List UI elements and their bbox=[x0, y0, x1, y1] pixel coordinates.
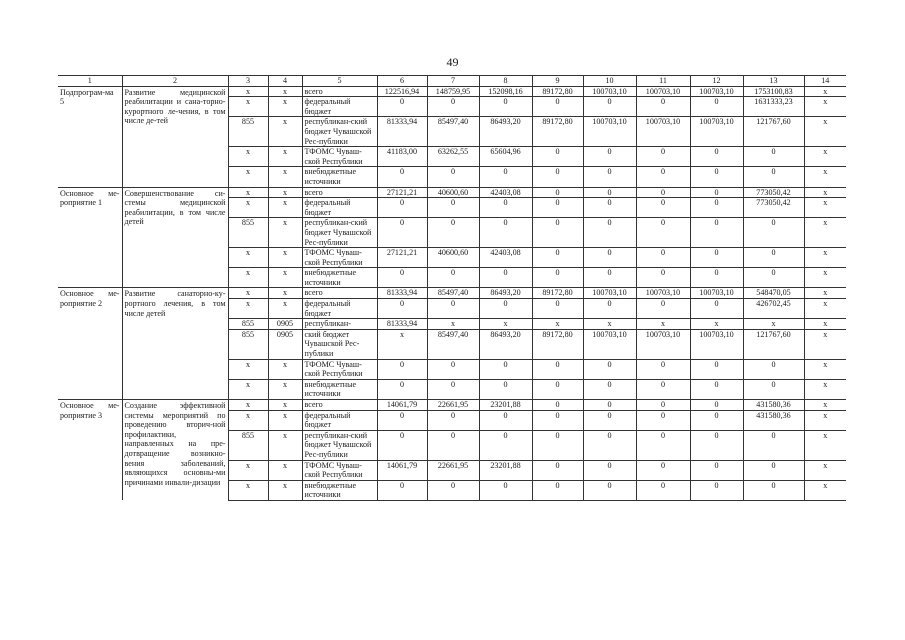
value-cell: 0 bbox=[636, 480, 690, 500]
table-row bbox=[58, 288, 846, 299]
funding-source-cell: внебюджетные источники bbox=[302, 167, 377, 187]
value-cell: x bbox=[804, 167, 846, 187]
value-cell: 0 bbox=[636, 299, 690, 319]
value-cell: 14061,79 bbox=[377, 400, 427, 411]
value-cell: 22661,95 bbox=[427, 460, 479, 480]
value-cell: x bbox=[532, 319, 583, 330]
code-cell: x bbox=[268, 359, 302, 379]
value-cell: 0 bbox=[377, 268, 427, 288]
value-cell: 81333,94 bbox=[377, 117, 427, 147]
code-cell: 855 bbox=[228, 430, 268, 460]
value-cell: 0 bbox=[583, 147, 636, 167]
code-cell: x bbox=[228, 480, 268, 500]
row-group-description: Развитие медицинской реабилитации и сана-торно-курортного ле-чения, в том числе де-тей bbox=[122, 86, 228, 187]
value-cell: 0 bbox=[479, 359, 532, 379]
value-cell: 23201,88 bbox=[479, 400, 532, 411]
value-cell: 100703,10 bbox=[636, 288, 690, 299]
funding-source-cell: внебюджетные источники bbox=[302, 268, 377, 288]
value-cell: x bbox=[804, 268, 846, 288]
value-cell: 100703,10 bbox=[583, 117, 636, 147]
value-cell: 100703,10 bbox=[690, 288, 743, 299]
funding-source-cell: ТФОМС Чуваш-ской Республики bbox=[302, 147, 377, 167]
value-cell: 14061,79 bbox=[377, 460, 427, 480]
value-cell: 27121,21 bbox=[377, 187, 427, 198]
value-cell: x bbox=[804, 288, 846, 299]
value-cell: 0 bbox=[583, 218, 636, 248]
header-cell: 5 bbox=[302, 76, 377, 87]
value-cell: 89172,80 bbox=[532, 86, 583, 97]
value-cell: 0 bbox=[690, 359, 743, 379]
page-number: 49 bbox=[446, 55, 459, 69]
value-cell: x bbox=[804, 379, 846, 399]
header-cell: 4 bbox=[268, 76, 302, 87]
value-cell: 0 bbox=[532, 248, 583, 268]
code-cell: x bbox=[228, 86, 268, 97]
value-cell: x bbox=[804, 400, 846, 411]
value-cell: 0 bbox=[743, 147, 804, 167]
value-cell: 85497,40 bbox=[427, 329, 479, 359]
value-cell: 86493,20 bbox=[479, 117, 532, 147]
value-cell: 0 bbox=[690, 268, 743, 288]
header-cell: 1 bbox=[58, 76, 122, 87]
value-cell: 1753100,83 bbox=[743, 86, 804, 97]
value-cell: 0 bbox=[583, 480, 636, 500]
value-cell: 0 bbox=[636, 400, 690, 411]
value-cell: 0 bbox=[479, 97, 532, 117]
value-cell: 85497,40 bbox=[427, 117, 479, 147]
value-cell: 100703,10 bbox=[690, 329, 743, 359]
value-cell: 65604,96 bbox=[479, 147, 532, 167]
value-cell: 0 bbox=[583, 97, 636, 117]
value-cell: 63262,55 bbox=[427, 147, 479, 167]
header-cell: 10 bbox=[583, 76, 636, 87]
row-group-title: Основное ме-роприятие 3 bbox=[58, 400, 122, 501]
value-cell: 0 bbox=[479, 268, 532, 288]
value-cell: 100703,10 bbox=[583, 86, 636, 97]
code-cell: x bbox=[268, 480, 302, 500]
table-row bbox=[58, 86, 846, 97]
value-cell: 0 bbox=[690, 460, 743, 480]
value-cell: 0 bbox=[583, 430, 636, 460]
code-cell: x bbox=[268, 117, 302, 147]
value-cell: 100703,10 bbox=[636, 86, 690, 97]
value-cell: 0 bbox=[743, 359, 804, 379]
code-cell: x bbox=[268, 299, 302, 319]
code-cell: x bbox=[268, 379, 302, 399]
funding-source-cell: ТФОМС Чуваш-ской Республики bbox=[302, 359, 377, 379]
value-cell: 0 bbox=[636, 167, 690, 187]
code-cell: x bbox=[268, 187, 302, 198]
value-cell: 0 bbox=[427, 268, 479, 288]
value-cell: 0 bbox=[583, 400, 636, 411]
value-cell: 86493,20 bbox=[479, 329, 532, 359]
row-group-title: Основное ме-роприятие 1 bbox=[58, 187, 122, 288]
value-cell: 1631333,23 bbox=[743, 97, 804, 117]
value-cell: x bbox=[427, 319, 479, 330]
value-cell: x bbox=[479, 319, 532, 330]
value-cell: 0 bbox=[583, 410, 636, 430]
value-cell: 0 bbox=[532, 147, 583, 167]
funding-source-cell: федеральный бюджет bbox=[302, 97, 377, 117]
value-cell: 426702,45 bbox=[743, 299, 804, 319]
funding-source-cell: всего bbox=[302, 187, 377, 198]
code-cell: x bbox=[228, 359, 268, 379]
funding-source-cell: всего bbox=[302, 86, 377, 97]
value-cell: 121767,60 bbox=[743, 329, 804, 359]
value-cell: 148759,95 bbox=[427, 86, 479, 97]
value-cell: 0 bbox=[427, 480, 479, 500]
code-cell: x bbox=[268, 248, 302, 268]
value-cell: 0 bbox=[532, 359, 583, 379]
value-cell: x bbox=[804, 329, 846, 359]
value-cell: x bbox=[804, 430, 846, 460]
code-cell: x bbox=[228, 460, 268, 480]
value-cell: 0 bbox=[690, 430, 743, 460]
value-cell: 0 bbox=[532, 218, 583, 248]
code-cell: x bbox=[228, 268, 268, 288]
code-cell: x bbox=[268, 460, 302, 480]
header-cell: 2 bbox=[122, 76, 228, 87]
value-cell: 89172,80 bbox=[532, 329, 583, 359]
funding-source-cell: федеральный бюджет bbox=[302, 198, 377, 218]
code-cell: x bbox=[228, 379, 268, 399]
value-cell: 0 bbox=[532, 268, 583, 288]
funding-source-cell: ТФОМС Чуваш-ской Республики bbox=[302, 248, 377, 268]
value-cell: x bbox=[636, 319, 690, 330]
value-cell: 0 bbox=[636, 198, 690, 218]
value-cell: 0 bbox=[479, 198, 532, 218]
value-cell: x bbox=[583, 319, 636, 330]
value-cell: x bbox=[804, 480, 846, 500]
value-cell: 40600,60 bbox=[427, 187, 479, 198]
funding-source-cell: республикан- bbox=[302, 319, 377, 330]
value-cell: 0 bbox=[532, 97, 583, 117]
value-cell: 0 bbox=[427, 299, 479, 319]
value-cell: 0 bbox=[479, 430, 532, 460]
value-cell: 85497,40 bbox=[427, 288, 479, 299]
value-cell: 0 bbox=[377, 218, 427, 248]
value-cell: 100703,10 bbox=[636, 329, 690, 359]
funding-source-cell: внебюджетные источники bbox=[302, 379, 377, 399]
value-cell: 0 bbox=[427, 198, 479, 218]
value-cell: 0 bbox=[583, 359, 636, 379]
code-cell: 855 bbox=[228, 329, 268, 359]
row-group-title: Основное ме-роприятие 2 bbox=[58, 288, 122, 400]
value-cell: 0 bbox=[532, 167, 583, 187]
value-cell: 431580,36 bbox=[743, 410, 804, 430]
code-cell: x bbox=[268, 430, 302, 460]
value-cell: 0 bbox=[583, 299, 636, 319]
value-cell: 0 bbox=[479, 480, 532, 500]
value-cell: 0 bbox=[743, 268, 804, 288]
value-cell: 100703,10 bbox=[690, 86, 743, 97]
value-cell: 0 bbox=[479, 379, 532, 399]
value-cell: 81333,94 bbox=[377, 288, 427, 299]
value-cell: 0 bbox=[532, 430, 583, 460]
value-cell: x bbox=[804, 299, 846, 319]
budget-table bbox=[58, 75, 846, 501]
value-cell: 0 bbox=[690, 97, 743, 117]
value-cell: 0 bbox=[479, 218, 532, 248]
code-cell: x bbox=[268, 198, 302, 218]
value-cell: 0 bbox=[532, 410, 583, 430]
value-cell: x bbox=[804, 117, 846, 147]
value-cell: x bbox=[804, 86, 846, 97]
code-cell: x bbox=[228, 97, 268, 117]
value-cell: 0 bbox=[636, 268, 690, 288]
code-cell: 0905 bbox=[268, 329, 302, 359]
value-cell: 0 bbox=[636, 187, 690, 198]
row-group-title: Подпрограм-ма 5 bbox=[58, 86, 122, 187]
value-cell: 0 bbox=[583, 248, 636, 268]
value-cell: 100703,10 bbox=[583, 288, 636, 299]
value-cell: 0 bbox=[427, 218, 479, 248]
value-cell: 0 bbox=[479, 299, 532, 319]
value-cell: 42403,08 bbox=[479, 187, 532, 198]
value-cell: 0 bbox=[636, 460, 690, 480]
code-cell: x bbox=[228, 198, 268, 218]
row-group-description: Развитие санаторно-ку-рортного лечения, в том числе детей bbox=[122, 288, 228, 400]
value-cell: 0 bbox=[427, 379, 479, 399]
value-cell: 0 bbox=[479, 410, 532, 430]
value-cell: 0 bbox=[743, 167, 804, 187]
header-cell: 13 bbox=[743, 76, 804, 87]
code-cell: x bbox=[268, 288, 302, 299]
row-group-description: Совершенствование си-стемы медицинской реабилитации, в том числе детей bbox=[122, 187, 228, 288]
value-cell: 0 bbox=[532, 379, 583, 399]
value-cell: 0 bbox=[532, 299, 583, 319]
value-cell: 0 bbox=[427, 167, 479, 187]
value-cell: 0 bbox=[377, 97, 427, 117]
value-cell: x bbox=[804, 147, 846, 167]
value-cell: 0 bbox=[532, 198, 583, 218]
value-cell: 0 bbox=[532, 400, 583, 411]
header-cell: 7 bbox=[427, 76, 479, 87]
value-cell: 0 bbox=[690, 400, 743, 411]
value-cell: 0 bbox=[690, 299, 743, 319]
value-cell: 0 bbox=[690, 379, 743, 399]
value-cell: 0 bbox=[583, 460, 636, 480]
value-cell: 0 bbox=[743, 379, 804, 399]
value-cell: 0 bbox=[636, 248, 690, 268]
value-cell: 0 bbox=[690, 410, 743, 430]
value-cell: 0 bbox=[690, 248, 743, 268]
code-cell: 855 bbox=[228, 319, 268, 330]
header-cell: 11 bbox=[636, 76, 690, 87]
value-cell: x bbox=[804, 248, 846, 268]
value-cell: 89172,80 bbox=[532, 288, 583, 299]
value-cell: 0 bbox=[743, 480, 804, 500]
header-cell: 3 bbox=[228, 76, 268, 87]
code-cell: 0905 bbox=[268, 319, 302, 330]
value-cell: 152098,16 bbox=[479, 86, 532, 97]
value-cell: 0 bbox=[743, 218, 804, 248]
value-cell: x bbox=[804, 187, 846, 198]
value-cell: 431580,36 bbox=[743, 400, 804, 411]
value-cell: 0 bbox=[636, 147, 690, 167]
header-cell: 12 bbox=[690, 76, 743, 87]
value-cell: 81333,94 bbox=[377, 319, 427, 330]
value-cell: 86493,20 bbox=[479, 288, 532, 299]
value-cell: 0 bbox=[377, 430, 427, 460]
code-cell: x bbox=[228, 400, 268, 411]
value-cell: 41183,00 bbox=[377, 147, 427, 167]
value-cell: 0 bbox=[377, 480, 427, 500]
value-cell: 0 bbox=[532, 480, 583, 500]
value-cell: 122516,94 bbox=[377, 86, 427, 97]
value-cell: 0 bbox=[427, 410, 479, 430]
code-cell: x bbox=[228, 167, 268, 187]
funding-source-cell: ский бюджет Чувашской Рес-публики bbox=[302, 329, 377, 359]
code-cell: x bbox=[268, 410, 302, 430]
value-cell: 0 bbox=[690, 167, 743, 187]
value-cell: 0 bbox=[690, 147, 743, 167]
header-row bbox=[58, 76, 846, 87]
value-cell: x bbox=[743, 319, 804, 330]
value-cell: 0 bbox=[690, 480, 743, 500]
table-row bbox=[58, 187, 846, 198]
value-cell: 0 bbox=[427, 359, 479, 379]
value-cell: 0 bbox=[377, 198, 427, 218]
code-cell: x bbox=[268, 86, 302, 97]
value-cell: 100703,10 bbox=[583, 329, 636, 359]
funding-source-cell: федеральный бюджет bbox=[302, 299, 377, 319]
code-cell: x bbox=[228, 410, 268, 430]
funding-source-cell: республикан-ский бюджет Чувашской Рес-публики bbox=[302, 218, 377, 248]
value-cell: 23201,88 bbox=[479, 460, 532, 480]
value-cell: 548470,05 bbox=[743, 288, 804, 299]
value-cell: 0 bbox=[427, 97, 479, 117]
funding-source-cell: федеральный бюджет bbox=[302, 410, 377, 430]
funding-source-cell: ТФОМС Чуваш-ской Республики bbox=[302, 460, 377, 480]
value-cell: 773050,42 bbox=[743, 187, 804, 198]
header-cell: 14 bbox=[804, 76, 846, 87]
value-cell: 0 bbox=[636, 379, 690, 399]
value-cell: x bbox=[377, 329, 427, 359]
funding-source-cell: всего bbox=[302, 400, 377, 411]
value-cell: 0 bbox=[583, 167, 636, 187]
header-cell: 6 bbox=[377, 76, 427, 87]
funding-source-cell: республикан-ский бюджет Чувашской Рес-публики bbox=[302, 430, 377, 460]
value-cell: 0 bbox=[583, 268, 636, 288]
value-cell: 89172,80 bbox=[532, 117, 583, 147]
value-cell: x bbox=[804, 319, 846, 330]
value-cell: x bbox=[690, 319, 743, 330]
code-cell: x bbox=[228, 187, 268, 198]
value-cell: 0 bbox=[532, 460, 583, 480]
row-group-description: Создание эффективной системы мероприятий по проведению вторич-ной профилактики, направленных на пре-дотвращение возникно-вения заболеваний, являющихся основны-ми причинами инвали-дизации bbox=[122, 400, 228, 501]
code-cell: 855 bbox=[228, 218, 268, 248]
value-cell: 0 bbox=[743, 430, 804, 460]
code-cell: x bbox=[268, 268, 302, 288]
value-cell: 0 bbox=[690, 198, 743, 218]
value-cell: 22661,95 bbox=[427, 400, 479, 411]
value-cell: x bbox=[804, 198, 846, 218]
code-cell: x bbox=[268, 97, 302, 117]
value-cell: x bbox=[804, 359, 846, 379]
code-cell: x bbox=[268, 218, 302, 248]
value-cell: 0 bbox=[636, 410, 690, 430]
value-cell: 0 bbox=[479, 167, 532, 187]
value-cell: 0 bbox=[377, 410, 427, 430]
funding-source-cell: республикан-ский бюджет Чувашской Рес-публики bbox=[302, 117, 377, 147]
value-cell: 0 bbox=[583, 187, 636, 198]
value-cell: 773050,42 bbox=[743, 198, 804, 218]
value-cell: 42403,08 bbox=[479, 248, 532, 268]
value-cell: 27121,21 bbox=[377, 248, 427, 268]
value-cell: 0 bbox=[427, 430, 479, 460]
value-cell: 0 bbox=[743, 460, 804, 480]
code-cell: x bbox=[228, 147, 268, 167]
value-cell: x bbox=[804, 218, 846, 248]
value-cell: 0 bbox=[690, 187, 743, 198]
value-cell: 121767,60 bbox=[743, 117, 804, 147]
value-cell: x bbox=[804, 410, 846, 430]
value-cell: 0 bbox=[690, 218, 743, 248]
value-cell: 0 bbox=[583, 198, 636, 218]
value-cell: 0 bbox=[636, 218, 690, 248]
value-cell: 0 bbox=[636, 359, 690, 379]
value-cell: 0 bbox=[583, 379, 636, 399]
code-cell: x bbox=[228, 248, 268, 268]
code-cell: x bbox=[228, 288, 268, 299]
header-cell: 8 bbox=[479, 76, 532, 87]
code-cell: x bbox=[268, 167, 302, 187]
value-cell: 0 bbox=[636, 430, 690, 460]
value-cell: x bbox=[804, 460, 846, 480]
value-cell: 100703,10 bbox=[636, 117, 690, 147]
value-cell: 100703,10 bbox=[690, 117, 743, 147]
value-cell: 0 bbox=[377, 379, 427, 399]
header-cell: 9 bbox=[532, 76, 583, 87]
value-cell: 0 bbox=[532, 187, 583, 198]
code-cell: 855 bbox=[228, 117, 268, 147]
value-cell: 0 bbox=[377, 167, 427, 187]
table-row bbox=[58, 400, 846, 411]
code-cell: x bbox=[268, 147, 302, 167]
value-cell: 0 bbox=[743, 248, 804, 268]
value-cell: 0 bbox=[377, 359, 427, 379]
funding-source-cell: внебюджетные источники bbox=[302, 480, 377, 500]
funding-source-cell: всего bbox=[302, 288, 377, 299]
code-cell: x bbox=[228, 299, 268, 319]
code-cell: x bbox=[268, 400, 302, 411]
value-cell: 0 bbox=[377, 299, 427, 319]
value-cell: 0 bbox=[636, 97, 690, 117]
value-cell: x bbox=[804, 97, 846, 117]
value-cell: 40600,60 bbox=[427, 248, 479, 268]
